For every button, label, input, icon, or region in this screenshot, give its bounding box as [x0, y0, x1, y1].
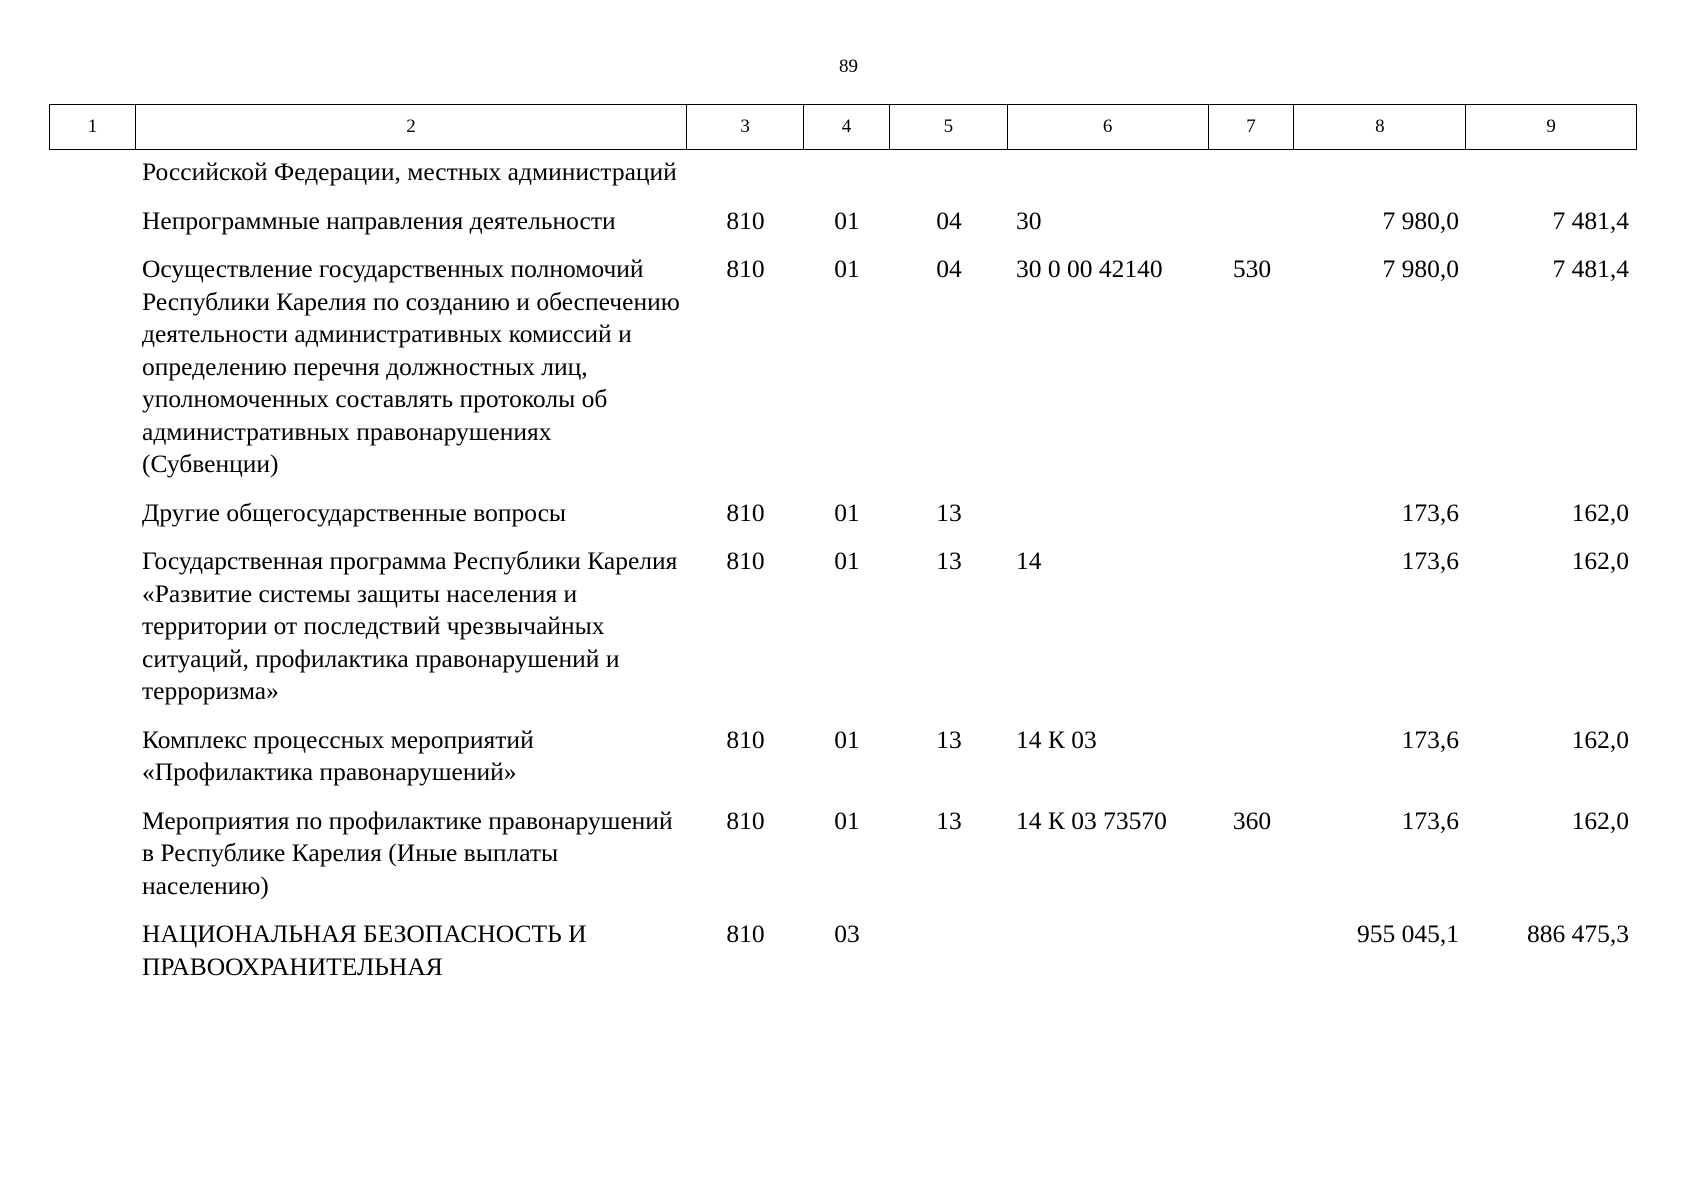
col-3-cell: 810: [726, 254, 765, 283]
col-6-cell: 14: [1016, 546, 1042, 575]
header-col-3: 3: [687, 105, 804, 149]
col-7-cell: [1209, 156, 1295, 189]
col-4-cell: 03: [834, 919, 860, 948]
name-cell: Другие общегосударственные вопросы: [142, 497, 567, 527]
col-3-cell: 810: [726, 724, 765, 754]
table-header-row: [49, 104, 1637, 150]
col-7-cell: [1209, 918, 1295, 983]
col-6-cell: [1008, 918, 1209, 983]
col-9-cell: 162,0: [1571, 546, 1629, 575]
col-4-cell: 01: [834, 254, 860, 283]
table-row: [49, 545, 1637, 708]
col-5-cell: [890, 918, 1008, 983]
col-9-cell: 7 481,4: [1552, 205, 1629, 235]
col-6-cell: [1008, 156, 1209, 189]
col-9-cell: 886 475,3: [1527, 919, 1629, 948]
col-7-cell: 360: [1232, 805, 1272, 835]
col-7-cell: [1209, 497, 1295, 530]
header-col-5: 5: [890, 105, 1008, 149]
col-6-cell: 30: [1016, 205, 1042, 235]
col-6-cell: 30 0 00 42140: [1016, 254, 1163, 283]
col-1-cell: [49, 918, 135, 983]
col-1-cell: [49, 156, 135, 189]
col-5-cell: 04: [936, 205, 962, 235]
col-7-cell: [1209, 205, 1295, 238]
table-row: [49, 205, 1637, 238]
col-5-cell: [890, 156, 1008, 189]
col-8-cell: 173,6: [1401, 805, 1459, 835]
name-cell: НАЦИОНАЛЬНАЯ БЕЗОПАСНОСТЬ И ПРАВООХРАНИТЕЛЬНАЯ: [142, 919, 587, 981]
col-8-cell: 7 980,0: [1382, 205, 1459, 235]
col-9-cell: 162,0: [1571, 724, 1629, 754]
header-col-2: 2: [136, 105, 687, 149]
name-cell: Государственная программа Республики Карелия «Развитие системы защиты населения и территории от последствий чрезвычайных ситуаций, профилактика правонарушений и терроризма»: [142, 546, 678, 705]
col-7-cell: [1209, 545, 1295, 708]
table-row: [49, 805, 1637, 903]
col-8-cell: 173,6: [1401, 724, 1459, 754]
table-row: [49, 253, 1637, 481]
col-3-cell: 810: [726, 497, 765, 527]
col-5-cell: 13: [936, 805, 962, 835]
col-8-cell: 7 980,0: [1382, 254, 1459, 283]
col-4-cell: 01: [834, 546, 860, 575]
header-col-1: 1: [50, 105, 136, 149]
col-8-cell: [1295, 156, 1467, 189]
table-row: [49, 497, 1637, 530]
col-3-cell: 810: [726, 546, 765, 575]
col-8-cell: 173,6: [1401, 546, 1459, 575]
table-row: [49, 918, 1637, 983]
table-row: [49, 724, 1637, 789]
col-7-cell: 530: [1232, 254, 1272, 283]
col-1-cell: [49, 805, 135, 903]
name-cell: Мероприятия по профилактике правонарушений в Республике Карелия (Иные выплаты населению): [142, 805, 673, 900]
col-1-cell: [49, 545, 135, 708]
col-6-cell: 14 К 03: [1016, 724, 1097, 754]
name-cell: Комплекс процессных мероприятий «Профилактика правонарушений»: [142, 724, 534, 786]
col-4-cell: 01: [834, 805, 860, 835]
col-4-cell: 01: [834, 497, 860, 527]
col-1-cell: [49, 253, 135, 481]
col-1-cell: [49, 724, 135, 789]
col-1-cell: [49, 497, 135, 530]
name-cell: Российской Федерации, местных администраций: [142, 157, 677, 186]
col-3-cell: 810: [726, 205, 765, 235]
col-8-cell: 955 045,1: [1357, 919, 1459, 948]
header-col-9: 9: [1546, 116, 1556, 137]
header-col-8: 8: [1294, 105, 1466, 149]
table-row: [49, 156, 1637, 189]
name-cell: Осуществление государственных полномочий Республики Карелия по созданию и обеспечению деятельности административных комиссий и определению перечня должностных лиц, уполномоченных составлять протоколы об административных правонарушениях (Субвенции): [142, 254, 680, 478]
page-number: 89: [839, 56, 858, 77]
header-col-7: 7: [1209, 105, 1295, 149]
col-9-cell: [1467, 156, 1637, 189]
col-3-cell: 810: [726, 805, 765, 835]
col-8-cell: 173,6: [1401, 497, 1459, 527]
col-9-cell: 162,0: [1571, 497, 1629, 527]
col-3-cell: [687, 156, 804, 189]
col-6-cell: 14 К 03 73570: [1016, 805, 1167, 835]
col-4-cell: 01: [834, 724, 860, 754]
col-5-cell: 13: [936, 724, 962, 754]
col-5-cell: 13: [936, 546, 962, 575]
col-3-cell: 810: [726, 919, 765, 948]
col-9-cell: 162,0: [1571, 805, 1629, 835]
col-1-cell: [49, 205, 135, 238]
budget-table-body: [49, 156, 1637, 999]
col-4-cell: [804, 156, 890, 189]
header-col-4: 4: [804, 105, 890, 149]
col-9-cell: 7 481,4: [1552, 254, 1629, 283]
col-5-cell: 13: [936, 497, 962, 527]
header-col-6: 6: [1008, 105, 1209, 149]
col-6-cell: [1008, 497, 1209, 530]
col-7-cell: [1209, 724, 1295, 789]
col-5-cell: 04: [936, 254, 962, 283]
col-4-cell: 01: [834, 205, 860, 235]
name-cell: Непрограммные направления деятельности: [142, 205, 616, 235]
